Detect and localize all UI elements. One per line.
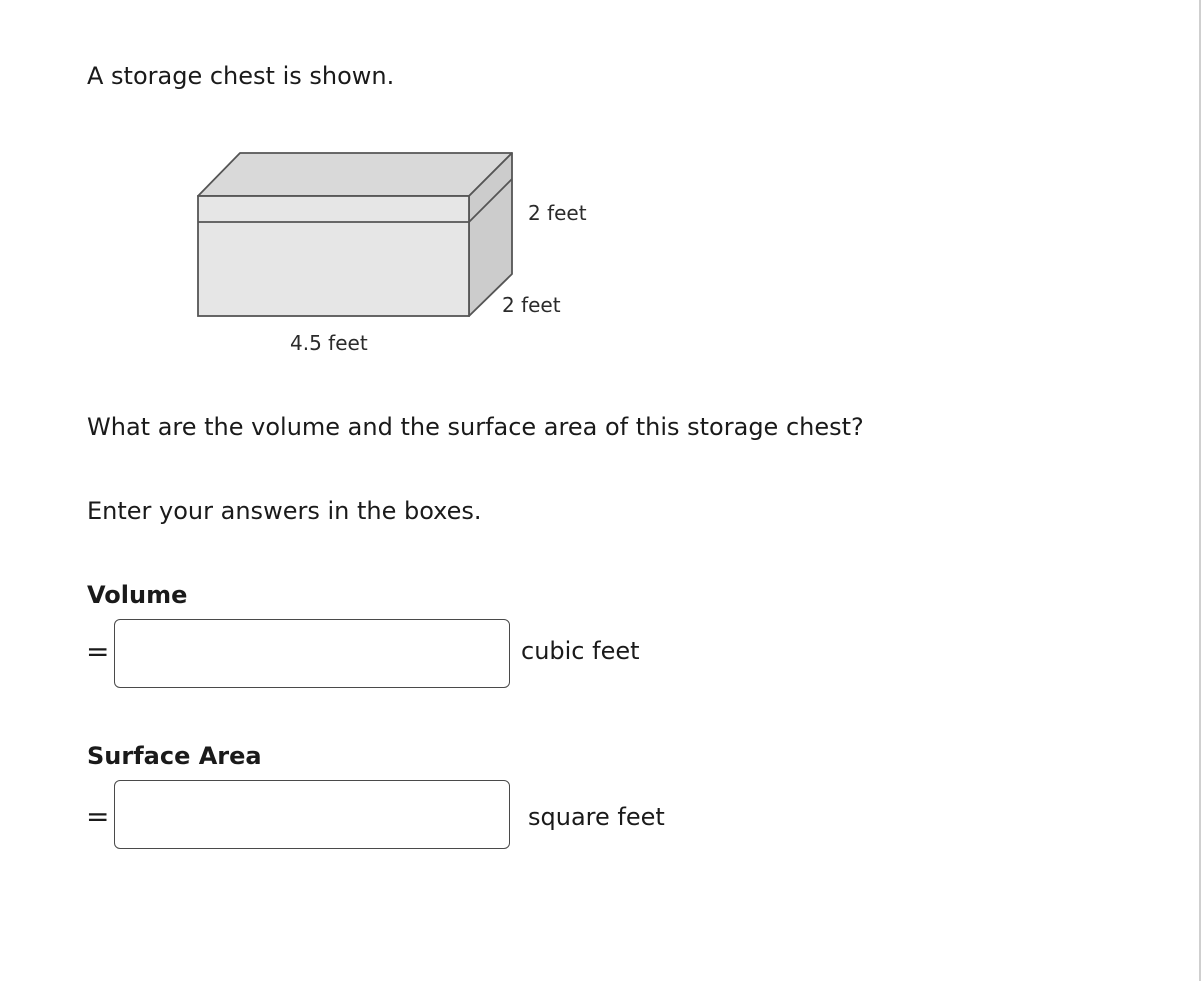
surface-area-answer-input[interactable] — [114, 780, 510, 849]
chest-top-face — [198, 153, 512, 196]
volume-label: Volume — [87, 581, 188, 609]
volume-unit: cubic feet — [521, 637, 640, 665]
volume-equals-sign: = — [86, 635, 110, 668]
chest-front-face — [198, 196, 469, 316]
height-dimension-label: 2 feet — [528, 201, 587, 225]
problem-instruction: Enter your answers in the boxes. — [87, 497, 482, 525]
problem-question: What are the volume and the surface area of this storage chest? — [87, 413, 864, 441]
storage-chest-diagram — [180, 140, 620, 370]
problem-intro: A storage chest is shown. — [87, 62, 395, 90]
surface-area-label: Surface Area — [87, 742, 262, 770]
storage-chest-figure — [180, 140, 620, 370]
depth-dimension-label: 2 feet — [502, 293, 561, 317]
surface-area-equals-sign: = — [86, 800, 110, 833]
volume-answer-input[interactable] — [114, 619, 510, 688]
length-dimension-label: 4.5 feet — [290, 331, 368, 355]
surface-area-unit: square feet — [528, 803, 665, 831]
